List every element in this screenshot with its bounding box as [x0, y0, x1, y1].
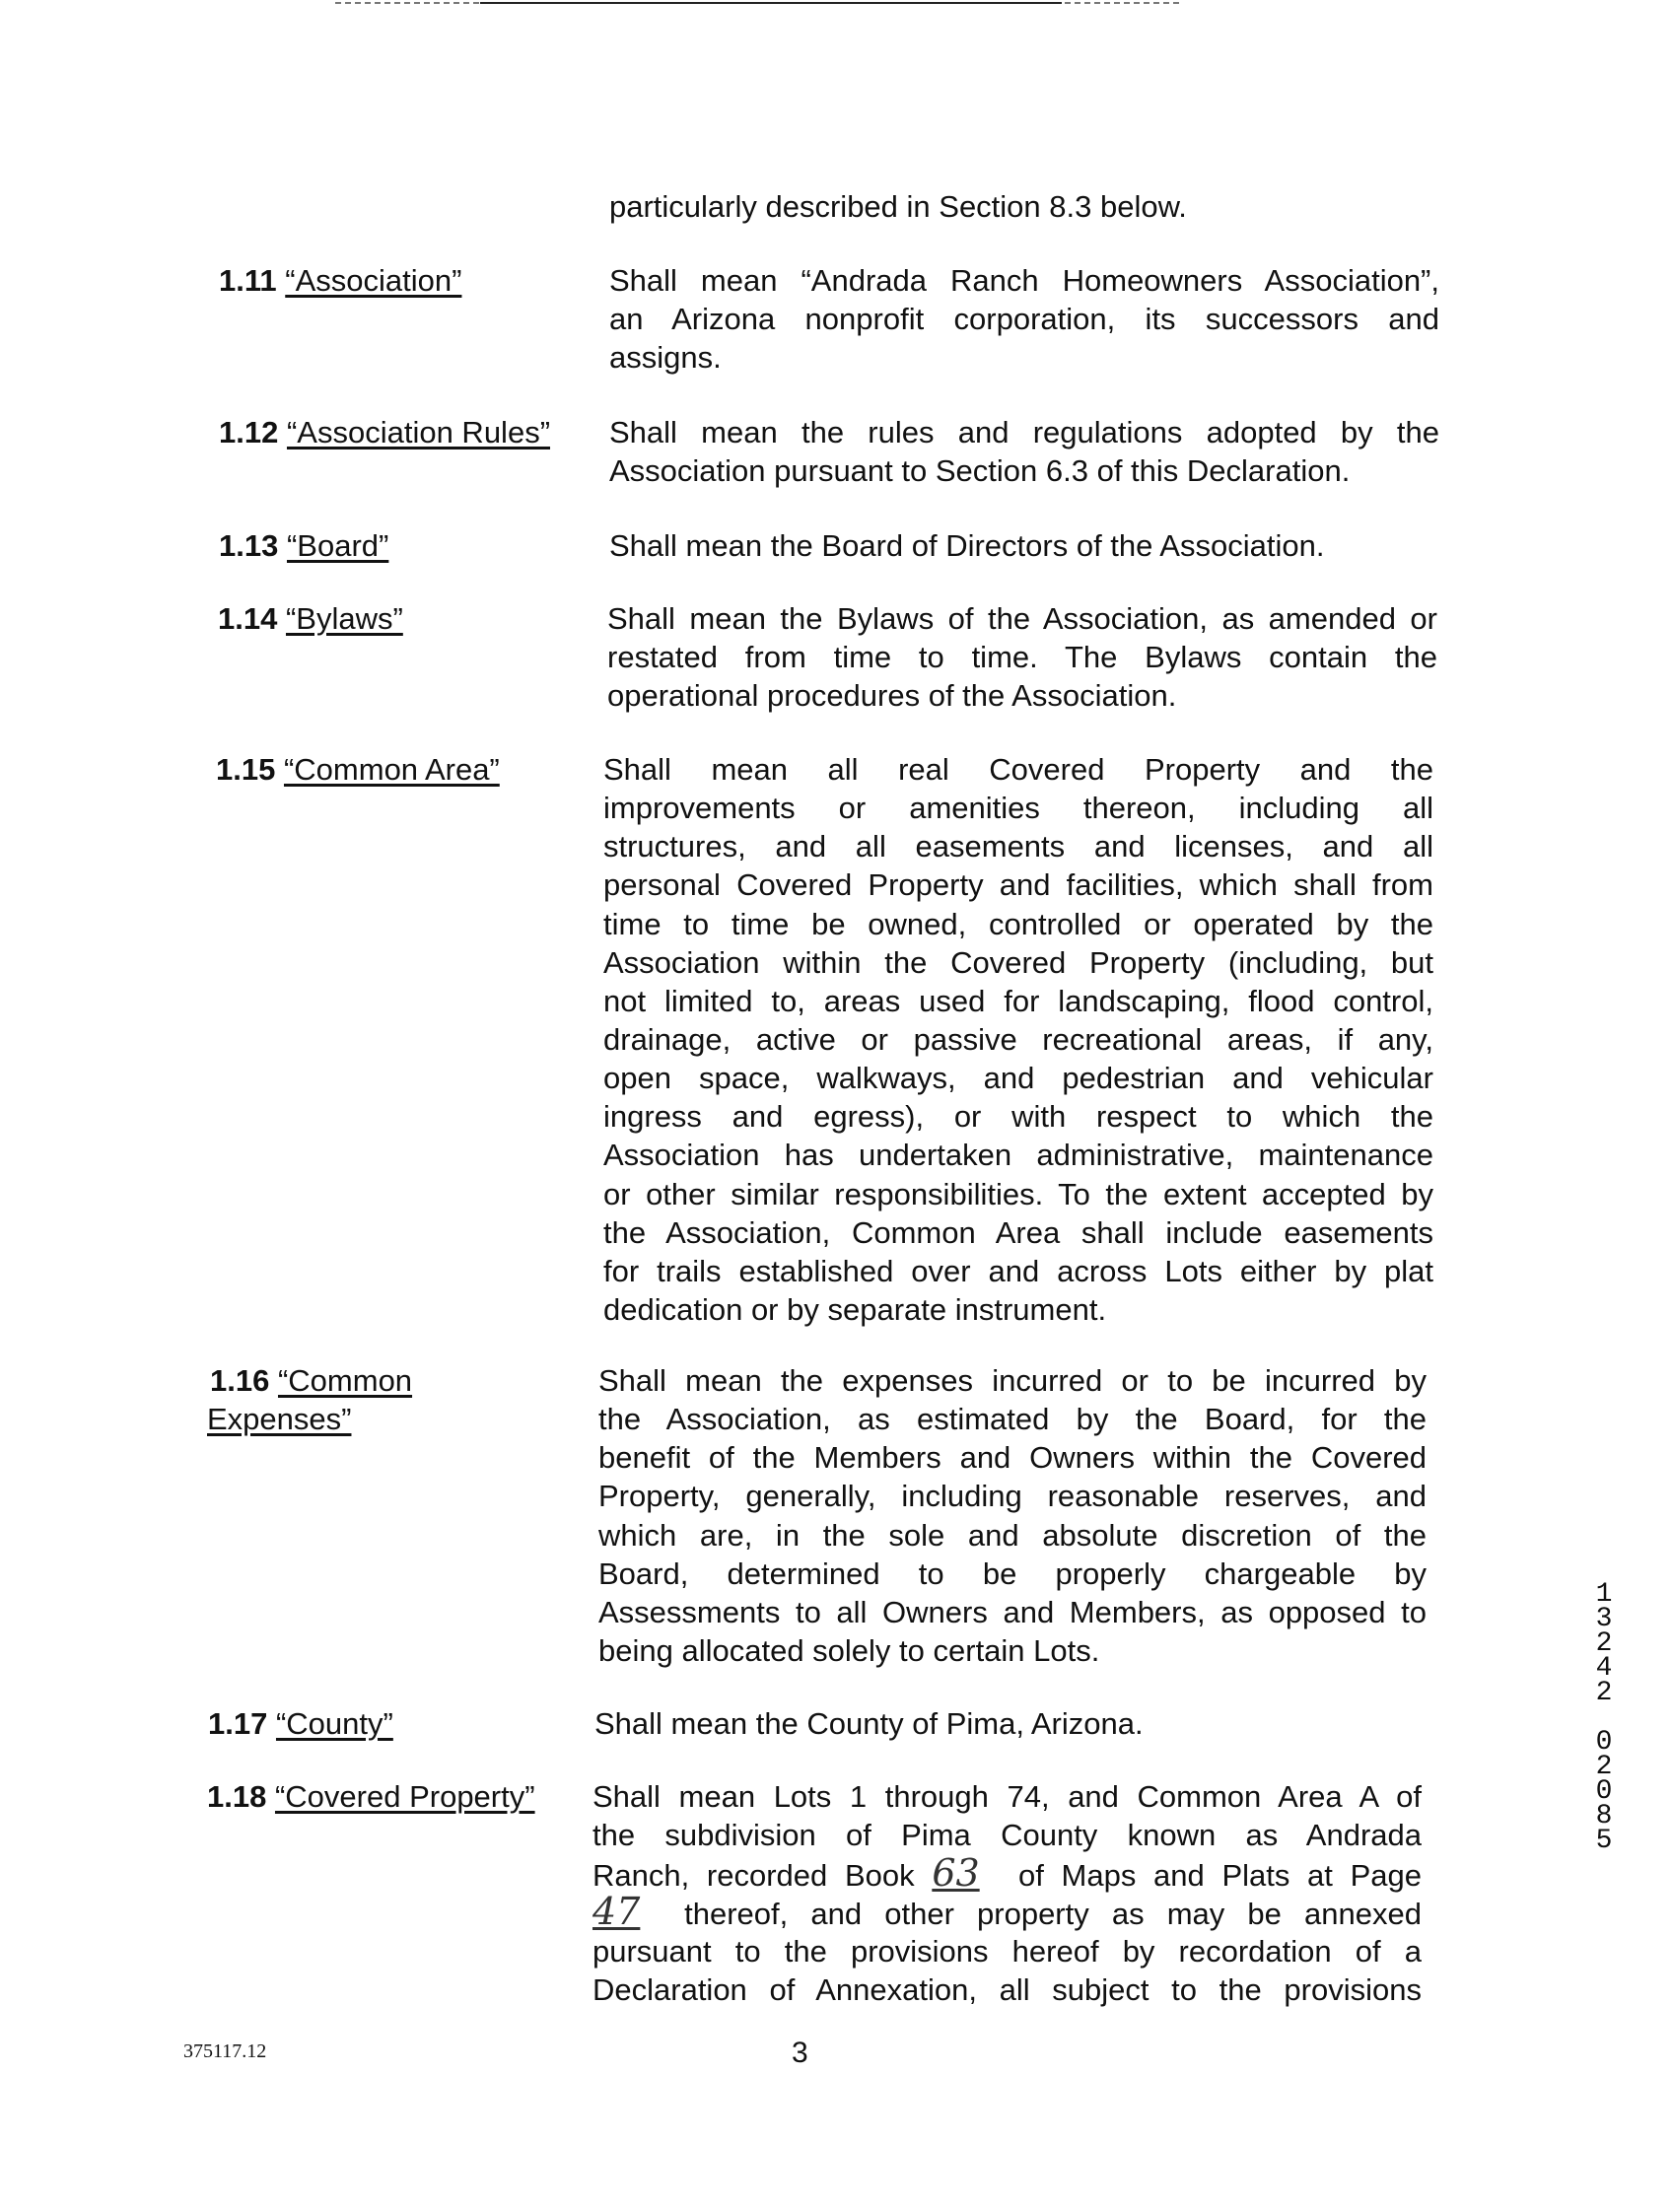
definition-line: benefit of the Members and Owners within the Covered	[598, 1440, 1427, 1476]
definition-line: Association within the Covered Property (including, but	[603, 944, 1433, 980]
text-segment: Ranch, recorded Book	[592, 1858, 933, 1894]
term-title: “County”	[275, 1706, 393, 1741]
definition-line: Shall mean the Bylaws of the Association, as amended or	[607, 601, 1437, 636]
text-segment: thereof, and other property as may be annexed	[662, 1897, 1422, 1932]
section-number: 1.13	[219, 528, 279, 563]
definition-line: Shall mean Lots 1 through 74, and Common Area A of	[592, 1779, 1422, 1814]
term-title: “Association”	[285, 263, 462, 298]
definition-text	[594, 1704, 1423, 1743]
stamp-digit: 0	[1595, 1727, 1613, 1758]
defined-term	[219, 413, 550, 451]
definition-text	[607, 599, 1437, 715]
definition-line	[592, 1890, 1422, 1934]
definition-line: Shall mean “Andrada Ranch Homeowners Association”,	[609, 263, 1439, 298]
stamp-digit: 4	[1595, 1653, 1613, 1684]
definition-line: Shall mean the rules and regulations adopted by the	[609, 415, 1439, 449]
definition-line: structures, and all easements and licenses, and all	[603, 829, 1433, 864]
term-title: “Common Area”	[283, 752, 500, 787]
stamp-digit: 1	[1595, 1579, 1613, 1610]
definition-line: or other similar responsibilities. To the extent accepted by	[603, 1176, 1433, 1211]
definition-line: an Arizona nonprofit corporation, its successors and	[609, 302, 1439, 337]
stamp-digit: 0	[1595, 1776, 1613, 1807]
continuation-text	[609, 187, 1439, 226]
definition-text	[609, 261, 1439, 377]
definition-text	[609, 526, 1439, 565]
definition-line: Assessments to all Owners and Members, as opposed to	[598, 1594, 1427, 1629]
definition-line: operational procedures of the Association.	[607, 678, 1177, 714]
definition-line: being allocated solely to certain Lots.	[598, 1632, 1100, 1668]
document-id: 375117.12	[183, 2040, 267, 2062]
section-number: 1.14	[218, 601, 278, 636]
definition-line: Board, determined to be properly chargeable by	[598, 1555, 1427, 1591]
stamp-digit: 3	[1595, 1604, 1613, 1634]
term-title: “Association Rules”	[286, 415, 551, 449]
term-title: “Common	[277, 1363, 413, 1398]
page-number: 3	[792, 2037, 808, 2069]
scan-artifact-line	[1065, 2, 1183, 4]
scan-artifact-line	[335, 2, 483, 4]
defined-term	[219, 526, 388, 565]
definition-line: the subdivision of Pima County known as Andrada	[592, 1818, 1422, 1853]
definition-line: ingress and egress), or with respect to which the	[603, 1099, 1433, 1135]
definition-line: particularly described in Section 8.3 below.	[609, 189, 1187, 224]
definition-line	[592, 1851, 1422, 1896]
definition-line: dedication or by separate instrument.	[603, 1291, 1107, 1327]
definition-line: Association pursuant to Section 6.3 of this Declaration.	[609, 453, 1351, 489]
definition-line: Shall mean the expenses incurred or to be incurred by	[598, 1363, 1427, 1398]
section-number: 1.12	[219, 415, 279, 449]
definition-line: personal Covered Property and facilities, which shall from	[603, 867, 1433, 903]
definition-line: Property, generally, including reasonable reserves, and	[598, 1479, 1427, 1514]
definition-line: open space, walkways, and pedestrian and vehicular	[603, 1061, 1433, 1096]
definition-line: the Association, as estimated by the Board, for the	[598, 1402, 1427, 1437]
definition-line: the Association, Common Area shall include easements	[603, 1214, 1433, 1250]
defined-term	[216, 750, 500, 789]
defined-term	[218, 599, 403, 638]
stamp-digit: 2	[1595, 1752, 1613, 1782]
definition-line: pursuant to the provisions hereof by recordation of a	[592, 1933, 1422, 1969]
section-number: 1.16	[210, 1363, 270, 1398]
handwritten-entry: 47	[592, 1890, 641, 1934]
term-title: “Board”	[286, 528, 389, 563]
stamp-digit: 5	[1595, 1826, 1613, 1856]
section-number: 1.17	[208, 1706, 268, 1741]
definition-line: assigns.	[609, 340, 722, 376]
definition-text	[598, 1361, 1427, 1670]
definition-line: drainage, active or passive recreational areas, if any,	[603, 1021, 1433, 1057]
defined-term	[219, 261, 461, 300]
definition-line: improvements or amenities thereon, including all	[603, 791, 1433, 826]
term-title: “Covered Property”	[274, 1779, 535, 1814]
definition-line: Shall mean the County of Pima, Arizona.	[594, 1706, 1144, 1741]
handwritten-entry: 63	[932, 1851, 980, 1896]
definition-line: time to time be owned, controlled or operated by the	[603, 906, 1433, 941]
stamp-digit: 2	[1595, 1678, 1613, 1708]
definition-line: Association has undertaken administrative, maintenance	[603, 1138, 1433, 1173]
term-title: Expenses”	[207, 1402, 352, 1436]
definition-text	[603, 750, 1433, 1329]
definition-line: Declaration of Annexation, all subject to the provisions	[592, 1971, 1422, 2007]
section-number: 1.18	[207, 1779, 267, 1814]
stamp-digit: 8	[1595, 1801, 1613, 1832]
section-number: 1.11	[219, 263, 277, 298]
definition-text	[592, 1777, 1422, 2009]
defined-term	[207, 1361, 413, 1438]
definition-line: restated from time to time. The Bylaws contain the	[607, 640, 1437, 675]
recording-stamp	[1589, 1579, 1619, 1856]
definition-text	[609, 413, 1439, 490]
definition-line: Shall mean the Board of Directors of the Association.	[609, 528, 1325, 563]
definition-line: which are, in the sole and absolute discretion of the	[598, 1517, 1427, 1553]
section-number: 1.15	[216, 752, 276, 787]
stamp-digit: 2	[1595, 1628, 1613, 1659]
defined-term	[207, 1777, 535, 1816]
definition-line: Shall mean all real Covered Property and the	[603, 752, 1433, 787]
term-title: “Bylaws”	[285, 601, 403, 636]
definition-line: not limited to, areas used for landscaping, flood control,	[603, 983, 1433, 1018]
scan-top-rule	[480, 2, 1062, 4]
defined-term	[208, 1704, 393, 1743]
definition-line: for trails established over and across Lots either by plat	[603, 1253, 1433, 1288]
text-segment: of Maps and Plats at Page	[1001, 1858, 1422, 1894]
